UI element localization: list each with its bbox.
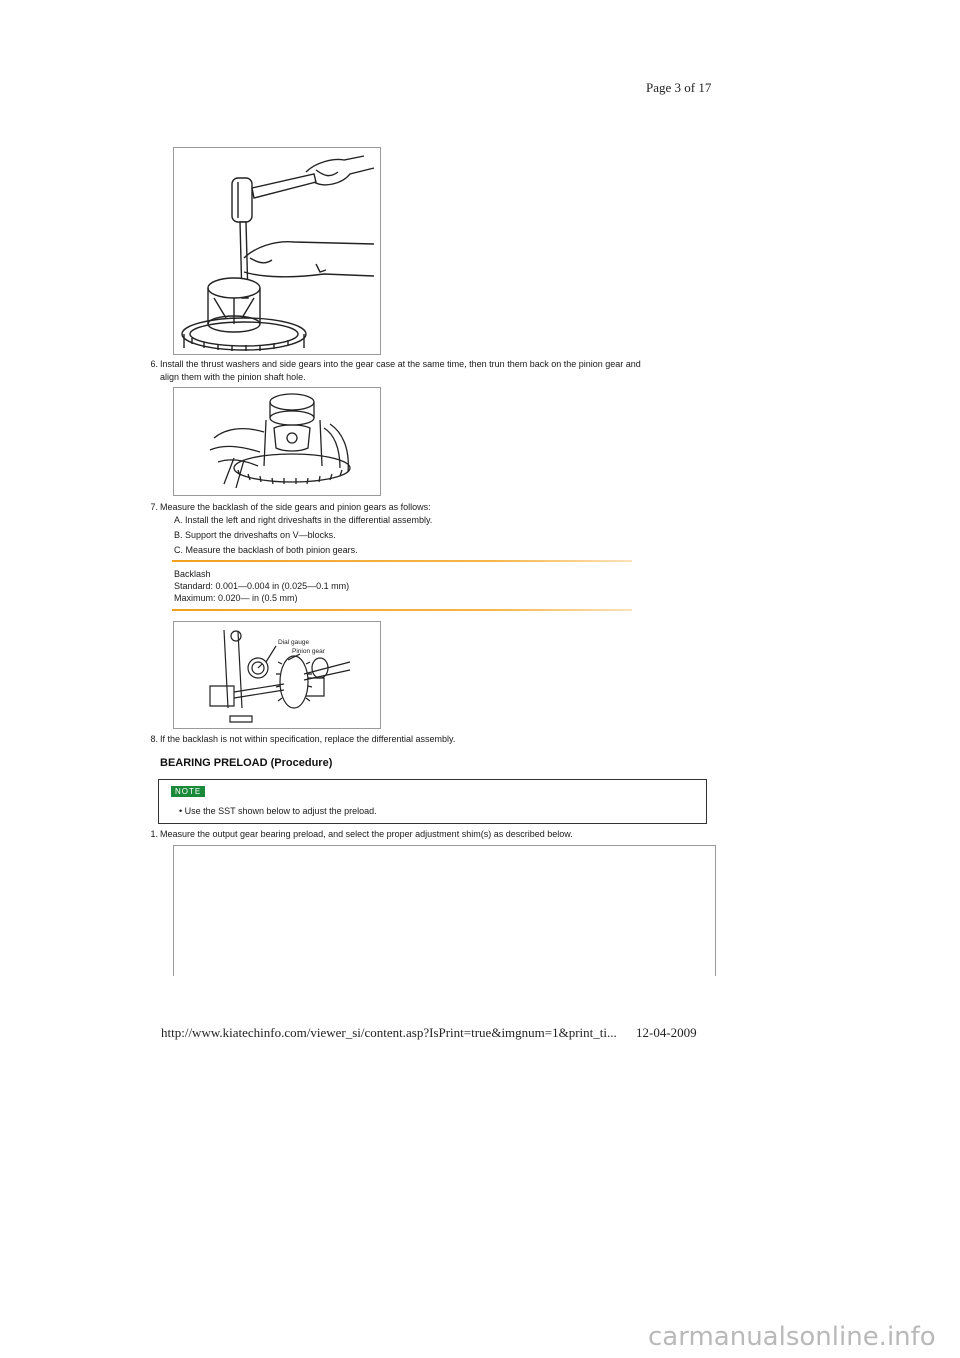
- spec-divider-top: [172, 560, 632, 562]
- step-7: [146, 501, 766, 515]
- watermark: carmanualsonline.info: [648, 1322, 936, 1352]
- step-8: [146, 733, 766, 747]
- figure-frame-truncated: [173, 845, 716, 976]
- substep-a: A. Install the left and right driveshafts in the differential assembly.: [174, 515, 433, 525]
- pinion-gear-label: Pinion gear: [292, 648, 325, 655]
- step-text: Install the thrust washers and side gears into the gear case at the same time, then trun them back on the pinion gear and: [160, 359, 641, 369]
- spec-standard: Standard: 0.001—0.004 in (0.025—0.1 mm): [174, 581, 350, 591]
- section-heading: BEARING PRELOAD (Procedure): [160, 757, 333, 769]
- note-badge: NOTE: [171, 786, 205, 797]
- figure-dial-gauge: [173, 621, 381, 729]
- step-number: 6.: [150, 359, 158, 369]
- page-number: Page 3 of 17: [646, 80, 712, 95]
- footer-url: http://www.kiatechinfo.com/viewer_si/content.asp?IsPrint=true&imgnum=1&print_ti...: [161, 1025, 617, 1040]
- dial-gauge-illustration: [174, 622, 380, 728]
- spec-divider-bottom: [172, 609, 632, 611]
- side-gear-illustration: [174, 388, 380, 495]
- step-text: If the backlash is not within specification, replace the differential assembly.: [160, 734, 456, 744]
- step-6: [146, 358, 766, 386]
- substep-c: C. Measure the backlash of both pinion gears.: [174, 545, 358, 555]
- figure-side-gears: [173, 387, 381, 496]
- step-text: Measure the backlash of the side gears and pinion gears as follows:: [160, 502, 431, 512]
- step-number: 8.: [150, 734, 158, 744]
- spec-maximum: Maximum: 0.020— in (0.5 mm): [174, 593, 298, 603]
- spec-title: Backlash: [174, 569, 211, 579]
- dial-gauge-label: Dial gauge: [278, 639, 310, 646]
- step-text-continued: align them with the pinion shaft hole.: [160, 372, 306, 382]
- footer-date: 12-04-2009: [636, 1025, 697, 1040]
- step-number: 7.: [150, 502, 158, 512]
- note-box: [158, 779, 707, 824]
- note-text: • Use the SST shown below to adjust the preload.: [179, 806, 377, 816]
- substep-b: B. Support the driveshafts on V—blocks.: [174, 530, 336, 540]
- hammer-illustration: [174, 148, 380, 354]
- step-number: 1.: [150, 829, 158, 839]
- step-text: Measure the output gear bearing preload, and select the proper adjustment shim(s) as described below.: [160, 829, 573, 839]
- preload-step-1: [146, 828, 766, 842]
- figure-hammer-pinion-shaft: [173, 147, 381, 355]
